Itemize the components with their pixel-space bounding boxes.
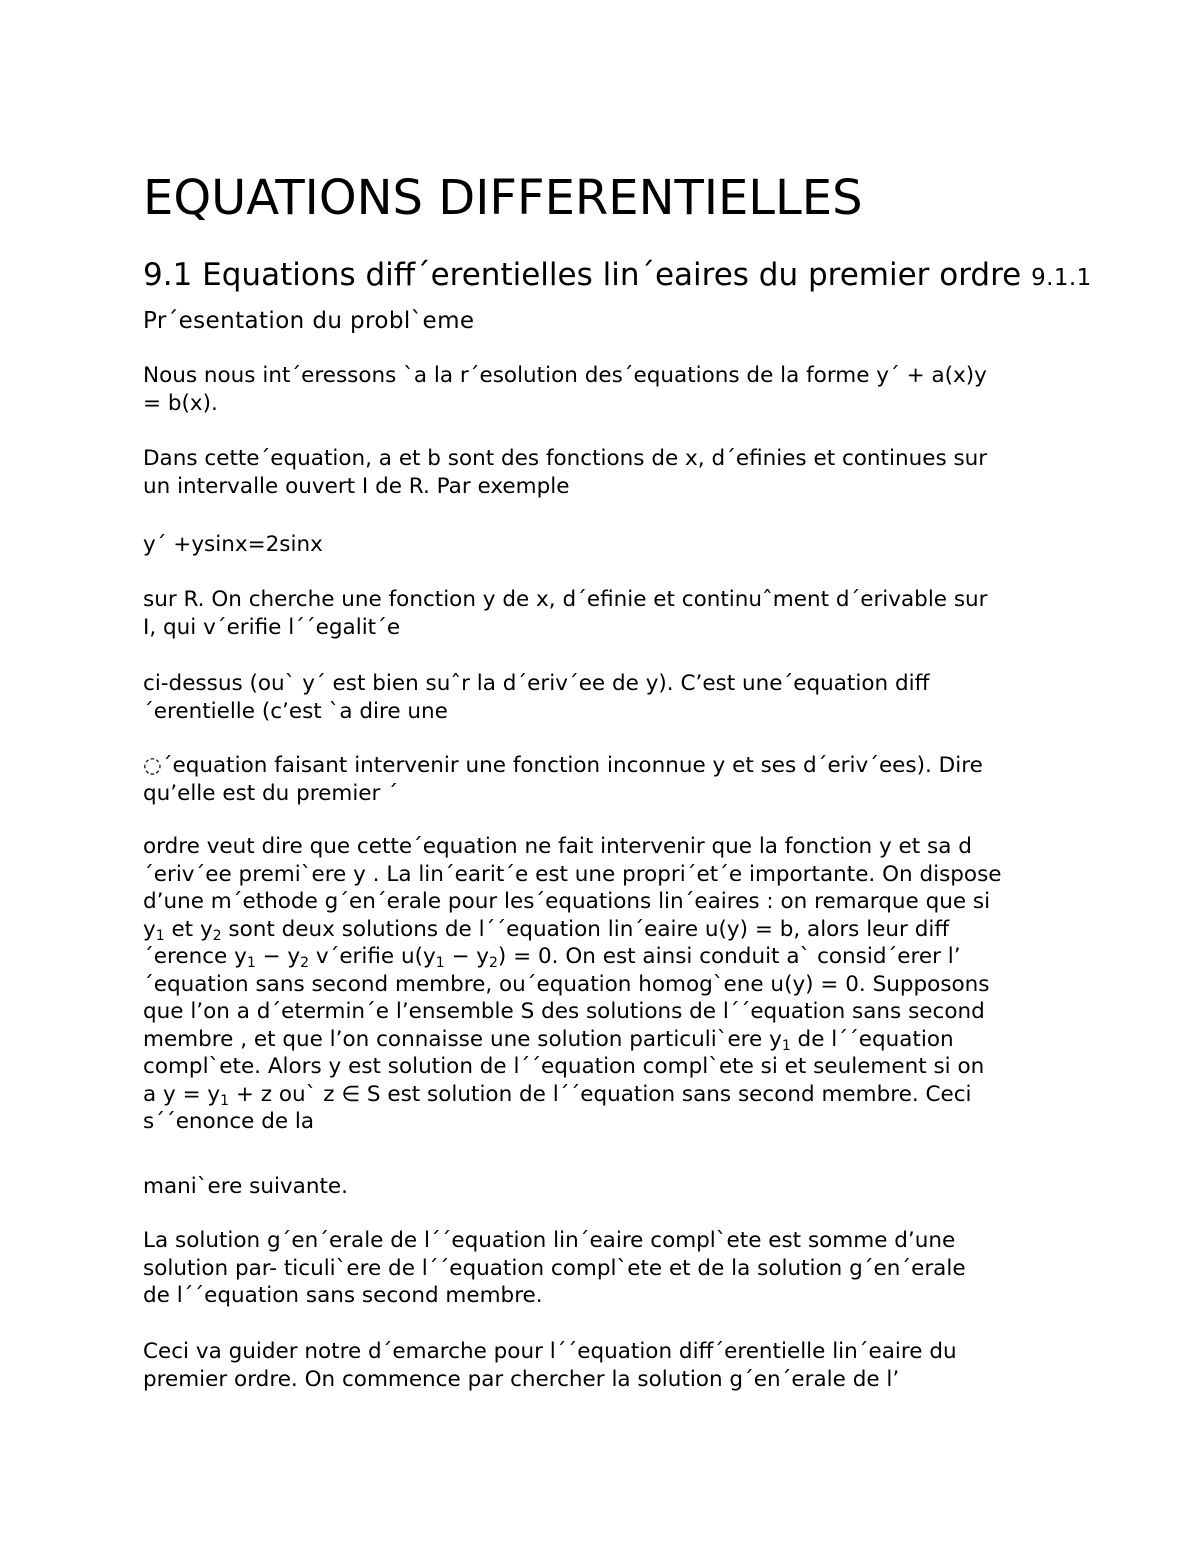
- equation-line: y´ +ysinx=2sinx: [143, 532, 323, 557]
- text-line: ´eriv´ee premi`ere y . La lin´earit´e est une propri´et´e importante. On dispose: [143, 861, 1002, 887]
- text-line: premier ordre. On commence par chercher la solution g´en´erale de l’: [143, 1366, 900, 1392]
- text-fragment: − y: [444, 944, 490, 969]
- paragraph: [143, 586, 1103, 641]
- text-line: I, qui v´erifie l´´egalit´e: [143, 614, 401, 640]
- section-heading: [143, 255, 1103, 341]
- document-title: EQUATIONS DIFFERENTIELLES: [143, 170, 863, 226]
- subscript: 2: [300, 955, 310, 972]
- subscript: 1: [220, 1092, 230, 1109]
- text-fragment: y: [143, 916, 156, 942]
- text-line: que l’on a d´etermin´e l’ensemble S des solutions de l´´equation sans second: [143, 999, 985, 1024]
- text-line: qu’elle est du premier ´: [143, 780, 398, 806]
- text-fragment: membre , et que l’on connaisse une solution particuli`ere y: [143, 1026, 782, 1052]
- text-line: [143, 916, 1103, 944]
- text-line: ci-dessus (ou` y´ est bien suˆr la d´eriv´ee de y). C’est une´equation diff: [143, 671, 930, 696]
- text-line: un intervalle ouvert I de R. Par exemple: [143, 473, 570, 499]
- text-line: = b(x).: [143, 390, 218, 416]
- text-line: ◌´equation faisant intervenir une fonction inconnue y et ses d´eriv´ees). Dire: [143, 753, 983, 778]
- text-line: Ceci va guider notre d´emarche pour l´´equation diff´erentielle lin´eaire du: [143, 1339, 957, 1364]
- text-line: La solution g´en´erale de l´´equation lin´eaire compl`ete est somme d’une: [143, 1228, 956, 1253]
- text-fragment: sont deux solutions de l´´equation lin´eaire u(y) = b, alors leur diff: [221, 916, 950, 942]
- text-line: [143, 1081, 1103, 1109]
- equation-example: [143, 531, 1103, 559]
- text-fragment: v´erifie u(y: [309, 944, 436, 969]
- text-fragment: + z ou` z ∈ S est solution de l´´equation sans second membre. Ceci: [229, 1081, 972, 1107]
- text-fragment: ) = 0. On est ainsi conduit a` consid´erer l’: [497, 944, 961, 969]
- paragraph: [143, 1227, 1103, 1310]
- text-line: Nous nous int´eressons `a la r´esolution des´equations de la forme y´ + a(x)y: [143, 363, 987, 388]
- paragraph: [143, 1338, 1103, 1393]
- paragraph: [143, 670, 1103, 725]
- text-line: s´´enonce de la: [143, 1109, 315, 1134]
- text-fragment: ´erence y: [143, 944, 247, 969]
- text-line: mani`ere suivante.: [143, 1174, 348, 1199]
- paragraph: [143, 362, 1103, 417]
- text-line: de l´´equation sans second membre.: [143, 1283, 543, 1308]
- text-line: d’une m´ethode g´en´erale pour les´equations lin´eaires : on remarque que si: [143, 889, 991, 914]
- text-line: solution par- ticuli`ere de l´´equation compl`ete et de la solution g´en´erale: [143, 1255, 966, 1281]
- text-line: Dans cette´equation, a et b sont des fonctions de x, d´efinies et continues sur: [143, 446, 988, 471]
- text-line: sur R. On cherche une fonction y de x, d´efinie et continuˆment d´erivable sur: [143, 587, 988, 612]
- paragraph: [143, 752, 1103, 807]
- long-paragraph: [143, 833, 1103, 1136]
- text-line: compl`ete. Alors y est solution de l´´equation compl`ete si et seulement si on: [143, 1054, 985, 1079]
- text-line: ´equation sans second membre, ou´equation homog`ene u(y) = 0. Supposons: [143, 971, 990, 997]
- section-main-title: 9.1 Equations diff´erentielles lin´eaires du premier ordre: [143, 257, 1022, 293]
- text-fragment: et y: [164, 916, 213, 942]
- text-line: [143, 1026, 1103, 1054]
- text-fragment: a y = y: [143, 1081, 221, 1107]
- text-line: [143, 943, 1103, 971]
- subscript: 2: [212, 927, 222, 944]
- subscript: 2: [489, 955, 498, 972]
- text-fragment: − y: [255, 944, 301, 969]
- subscript: 1: [435, 955, 445, 972]
- text-fragment: de l´´equation: [790, 1026, 954, 1052]
- text-line: ´erentielle (c’est `a dire une: [143, 698, 448, 724]
- subscript: 1: [155, 927, 165, 944]
- subscript: 1: [781, 1037, 791, 1054]
- text-line: ordre veut dire que cette´equation ne fait intervenir que la fonction y et sa d: [143, 834, 972, 859]
- subsection-title: 9.1.1 Pr´esentation du probl`eme: [143, 265, 1092, 334]
- subscript: 1: [246, 955, 256, 972]
- paragraph: [143, 1173, 1103, 1201]
- paragraph: [143, 445, 1103, 500]
